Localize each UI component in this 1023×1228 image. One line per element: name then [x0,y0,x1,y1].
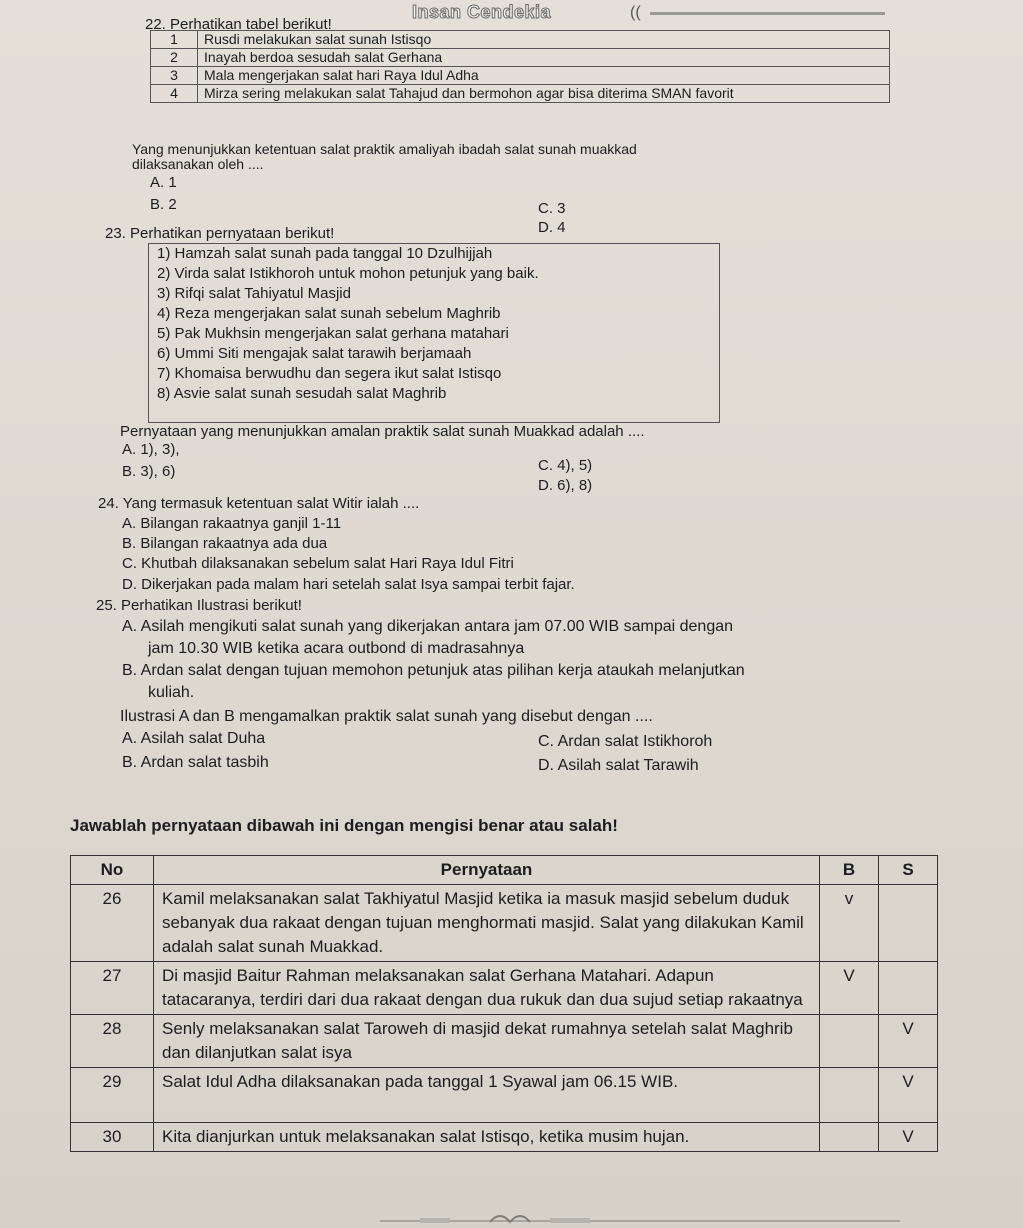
row-text: Inayah berdoa sesudah salat Gerhana [198,49,890,67]
salah-cell[interactable]: V [879,1015,938,1068]
statement-item: 6) Ummi Siti mengajak salat tarawih berjamaah [157,345,472,362]
q25-illustration-b-cont: kuliah. [148,684,195,701]
row-statement: Salat Idul Adha dilaksanakan pada tanggal 1 Syawal jam 06.15 WIB. [154,1068,820,1123]
q25-option-d[interactable]: D. Asilah salat Tarawih [538,757,699,774]
row-text: Mala mengerjakan salat hari Raya Idul Adha [198,67,890,85]
q23-option-a[interactable]: A. 1), 3), [122,441,180,458]
table-row [71,885,938,962]
q22-option-d[interactable]: D. 4 [538,219,566,236]
benar-cell[interactable]: V [820,962,879,1015]
q22-option-c[interactable]: C. 3 [538,200,566,217]
table-row [151,31,890,49]
row-number: 26 [71,885,154,962]
q25-option-c[interactable]: C. Ardan salat Istikhoroh [538,733,713,750]
q23-statement-box [148,243,720,423]
header-no: No [71,856,154,885]
table-row [71,962,938,1015]
true-false-table [70,855,938,1152]
header-rule [650,12,885,15]
q24-option-b[interactable]: B. Bilangan rakaatnya ada dua [122,535,328,552]
row-number: 29 [71,1068,154,1123]
header-mark: (( [630,4,641,21]
benar-cell[interactable] [820,1123,879,1152]
row-number: 28 [71,1015,154,1068]
header-statement: Pernyataan [154,856,820,885]
q22-prompt: 22. Perhatikan tabel berikut! [145,16,332,33]
table-row [71,1068,938,1123]
statement-item: 2) Virda salat Istikhoroh untuk mohon petunjuk yang baik. [157,265,539,282]
table-row [71,1015,938,1068]
row-text: Rusdi melakukan salat sunah Istisqo [198,31,890,49]
salah-cell[interactable] [879,885,938,962]
statement-item: 7) Khomaisa berwudhu dan segera ikut salat Istisqo [157,365,502,382]
q24-prompt: 24. Yang termasuk ketentuan salat Witir ialah .... [98,495,420,512]
q23-option-c[interactable]: C. 4), 5) [538,457,593,474]
q24-option-c[interactable]: C. Khutbah dilaksanakan sebelum salat Hari Raya Idul Fitri [122,555,514,572]
row-statement: Kamil melaksanakan salat Takhiyatul Masjid ketika ia masuk masjid sebelum duduk sebanyak dua rakaat dengan tujuan menghormati masjid. Salat yang dilakukan Kamil adalah salat sunah Muakkad. [154,885,820,962]
q24-option-a[interactable]: A. Bilangan rakaatnya ganjil 1-11 [122,515,342,532]
row-number: 27 [71,962,154,1015]
table-row [151,85,890,103]
row-number: 30 [71,1123,154,1152]
q22-question-cont: dilaksanakan oleh .... [132,156,264,172]
header-salah: S [879,856,938,885]
statement-item: 3) Rifqi salat Tahiyatul Masjid [157,285,351,302]
salah-cell[interactable]: V [879,1068,938,1123]
q22-question: Yang menunjukkan ketentuan salat praktik amaliyah ibadah salat sunah muakkad [132,141,637,157]
row-number: 1 [151,31,198,49]
benar-cell[interactable] [820,1068,879,1123]
statement-item: 1) Hamzah salat sunah pada tanggal 10 Dzulhijjah [157,245,493,262]
statement-item: 8) Asvie salat sunah sesudah salat Maghrib [157,385,447,402]
section-heading: Jawablah pernyataan dibawah ini dengan mengisi benar atau salah! [70,816,618,835]
row-statement: Kita dianjurkan untuk melaksanakan salat Istisqo, ketika musim hujan. [154,1123,820,1152]
row-statement: Di masjid Baitur Rahman melaksanakan salat Gerhana Matahari. Adapun tatacaranya, terdiri dari dua rakaat dengan dua rukuk dan dua sujud setiap rakaatnya [154,962,820,1015]
header-benar: B [820,856,879,885]
benar-cell[interactable]: v [820,885,879,962]
table-row [71,1123,938,1152]
table-row [151,49,890,67]
salah-cell[interactable] [879,962,938,1015]
footer-ornament-icon [380,1210,900,1226]
statement-item: 5) Pak Mukhsin mengerjakan salat gerhana matahari [157,325,509,342]
brand-logo: Insan Cendekia [412,2,552,22]
row-number: 4 [151,85,198,103]
q23-prompt: 23. Perhatikan pernyataan berikut! [105,225,335,242]
q22-option-a[interactable]: A. 1 [150,174,177,191]
q25-option-a[interactable]: A. Asilah salat Duha [122,730,266,747]
row-number: 3 [151,67,198,85]
q23-question: Pernyataan yang menunjukkan amalan praktik salat sunah Muakkad adalah .... [120,423,645,440]
salah-cell[interactable]: V [879,1123,938,1152]
q23-option-b[interactable]: B. 3), 6) [122,463,176,480]
benar-cell[interactable] [820,1015,879,1068]
q24-option-d[interactable]: D. Dikerjakan pada malam hari setelah salat Isya sampai terbit fajar. [122,576,575,593]
row-statement: Senly melaksanakan salat Taroweh di masjid dekat rumahnya setelah salat Maghrib dan dilanjutkan salat isya [154,1015,820,1068]
q25-illustration-a: A. Asilah mengikuti salat sunah yang dikerjakan antara jam 07.00 WIB sampai dengan [122,618,734,635]
q23-option-d[interactable]: D. 6), 8) [538,477,593,494]
row-number: 2 [151,49,198,67]
q25-question: Ilustrasi A dan B mengamalkan praktik salat sunah yang disebut dengan .... [120,708,653,725]
table-row [151,67,890,85]
table-header-row [71,856,938,885]
q25-prompt: 25. Perhatikan Ilustrasi berikut! [96,597,302,614]
statement-item: 4) Reza mengerjakan salat sunah sebelum Maghrib [157,305,501,322]
q22-option-b[interactable]: B. 2 [150,196,177,213]
q25-option-b[interactable]: B. Ardan salat tasbih [122,754,269,771]
q25-illustration-b: B. Ardan salat dengan tujuan memohon petunjuk atas pilihan kerja ataukah melanjutkan [122,662,745,679]
q25-illustration-a-cont: jam 10.30 WIB ketika acara outbond di madrasahnya [148,640,525,657]
row-text: Mirza sering melakukan salat Tahajud dan bermohon agar bisa diterima SMAN favorit [198,85,890,103]
q22-table [150,30,890,103]
